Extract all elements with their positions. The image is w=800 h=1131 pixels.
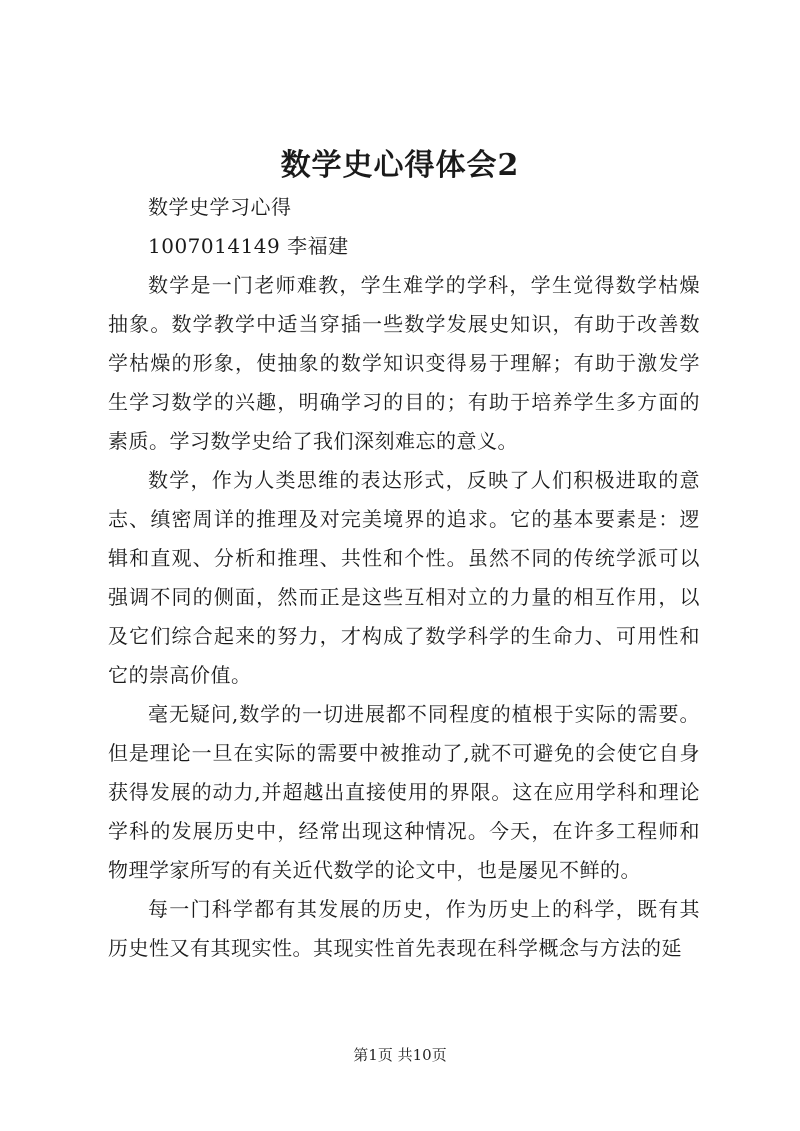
- page-footer: [0, 1044, 800, 1065]
- body-paragraph: 数学是一门老师难教，学生难学的学科，学生觉得数学枯燥抽象。数学教学中适当穿插一些数学发展史知识，有助于改善数学枯燥的形象，使抽象的数学知识变得易于理解；有助于激发学生学习数学的兴趣，明确学习的目的；有助于培养学生多方面的素质。学习数学史给了我们深刻难忘的意义。: [108, 273, 700, 453]
- body-paragraph: 数学，作为人类思维的表达形式，反映了人们积极进取的意志、缜密周详的推理及对完美境界的追求。它的基本要素是：逻辑和直观、分析和推理、共性和个性。虽然不同的传统学派可以强调不同的侧面，然而正是这些互相对立的力量的相互作用，以及它们综合起来的努力，才构成了数学科学的生命力、可用性和它的崇高价值。: [108, 468, 700, 687]
- page-number-label: 第1页 共10页: [353, 1046, 447, 1064]
- document-body: [108, 188, 700, 968]
- author-paragraph: 1007014149 李福建: [148, 234, 349, 258]
- body-paragraph: 毫无疑问,数学的一切进展都不同程度的植根于实际的需要。但是理论一旦在实际的需要中被推动了,就不可避免的会使它自身获得发展的动力,并超越出直接使用的界限。这在应用学科和理论学科的发展历史中，经常出现这种情况。今天，在许多工程师和物理学家所写的有关近代数学的论文中，也是屡见不鲜的。: [108, 702, 700, 882]
- document-title: 数学史心得体会2: [280, 148, 520, 183]
- body-paragraph: 每一门科学都有其发展的历史，作为历史上的科学，既有其历史性又有其现实性。其现实性首先表现在科学概念与方法的延: [108, 897, 700, 960]
- subtitle-paragraph: 数学史学习心得: [148, 195, 292, 219]
